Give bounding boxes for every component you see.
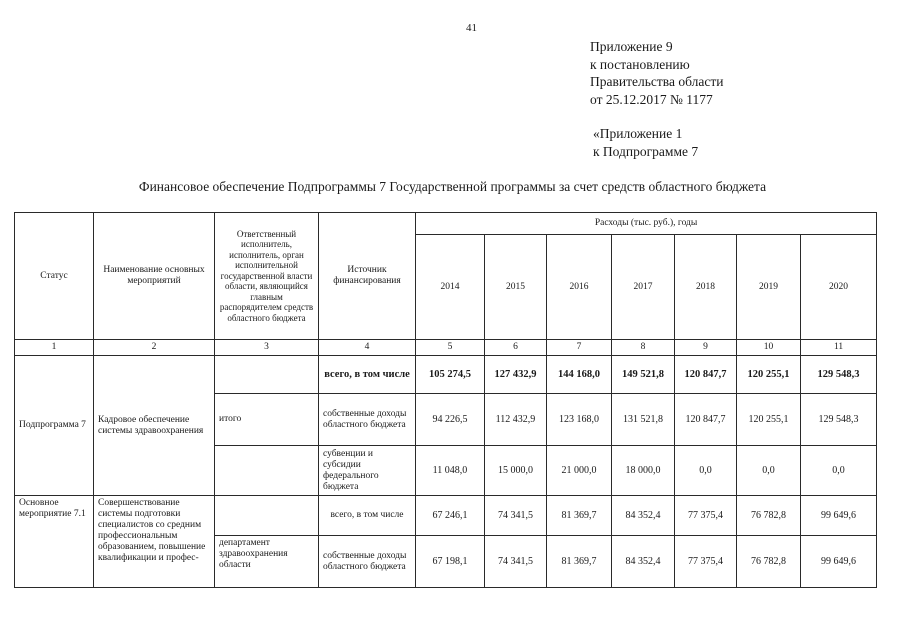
value-cell: 67 198,1 xyxy=(416,536,485,588)
header-name: Наименование основных мероприятий xyxy=(94,213,215,340)
column-number: 7 xyxy=(547,340,612,356)
value-cell: 129 548,3 xyxy=(801,356,877,394)
source-cell: собственные доходы областного бюджета xyxy=(319,394,416,446)
column-number: 1 xyxy=(15,340,94,356)
value-cell: 112 432,9 xyxy=(485,394,547,446)
value-cell: 11 048,0 xyxy=(416,446,485,496)
header-source: Источник финансирования xyxy=(319,213,416,340)
value-cell: 15 000,0 xyxy=(485,446,547,496)
value-cell: 84 352,4 xyxy=(612,496,675,536)
value-cell: 0,0 xyxy=(801,446,877,496)
source-cell: субвенции и субсидии федерального бюджета xyxy=(319,446,416,496)
column-number: 4 xyxy=(319,340,416,356)
value-cell: 76 782,8 xyxy=(737,536,801,588)
header-year: 2014 xyxy=(416,235,485,340)
value-cell: 127 432,9 xyxy=(485,356,547,394)
responsible-cell: итого xyxy=(215,394,319,446)
header-year: 2018 xyxy=(675,235,737,340)
status-cell: Подпрограмма 7 xyxy=(15,356,94,496)
value-cell: 77 375,4 xyxy=(675,536,737,588)
value-cell: 120 847,7 xyxy=(675,356,737,394)
appendix-line: Правительства области xyxy=(590,74,724,89)
value-cell: 81 369,7 xyxy=(547,496,612,536)
value-cell: 76 782,8 xyxy=(737,496,801,536)
column-number: 10 xyxy=(737,340,801,356)
value-cell: 120 847,7 xyxy=(675,394,737,446)
value-cell: 129 548,3 xyxy=(801,394,877,446)
header-expenses: Расходы (тыс. руб.), годы xyxy=(416,213,877,235)
finance-table xyxy=(14,212,877,588)
appendix-header xyxy=(590,38,723,108)
responsible-cell xyxy=(215,446,319,496)
header-year: 2019 xyxy=(737,235,801,340)
column-number: 8 xyxy=(612,340,675,356)
source-cell: всего, в том числе xyxy=(319,356,416,394)
header-year: 2015 xyxy=(485,235,547,340)
page-number: 41 xyxy=(466,22,477,34)
status-cell: Основное мероприятие 7.1 xyxy=(15,496,94,588)
value-cell: 99 649,6 xyxy=(801,496,877,536)
responsible-cell xyxy=(215,496,319,536)
value-cell: 0,0 xyxy=(675,446,737,496)
header-year: 2016 xyxy=(547,235,612,340)
value-cell: 21 000,0 xyxy=(547,446,612,496)
value-cell: 131 521,8 xyxy=(612,394,675,446)
header-year: 2020 xyxy=(801,235,877,340)
value-cell: 144 168,0 xyxy=(547,356,612,394)
column-number: 6 xyxy=(485,340,547,356)
value-cell: 67 246,1 xyxy=(416,496,485,536)
value-cell: 105 274,5 xyxy=(416,356,485,394)
appendix-line: «Приложение 1 xyxy=(593,126,683,141)
name-cell: Совершенствование системы подготовки специалистов со средним профессиональным образованием, повышение квалификации и профес- xyxy=(94,496,215,588)
table-row xyxy=(15,356,877,394)
value-cell: 99 649,6 xyxy=(801,536,877,588)
value-cell: 74 341,5 xyxy=(485,536,547,588)
column-number: 5 xyxy=(416,340,485,356)
value-cell: 74 341,5 xyxy=(485,496,547,536)
value-cell: 77 375,4 xyxy=(675,496,737,536)
document-title: Финансовое обеспечение Подпрограммы 7 Государственной программы за счет средств областного бюджета xyxy=(138,179,767,194)
source-cell: всего, в том числе xyxy=(319,496,416,536)
name-cell: Кадровое обеспечение системы здравоохранения xyxy=(94,356,215,496)
column-number-row xyxy=(15,340,877,356)
column-number: 3 xyxy=(215,340,319,356)
responsible-cell xyxy=(215,356,319,394)
value-cell: 84 352,4 xyxy=(612,536,675,588)
responsible-cell: департамент здравоохранения области xyxy=(215,536,319,588)
appendix-line: к Подпрограмме 7 xyxy=(593,143,699,159)
header-row xyxy=(15,213,877,235)
appendix-line: от 25.12.2017 № 1177 xyxy=(590,91,713,107)
header-responsible: Ответственный исполнитель, исполнитель, орган исполнительной государственной власти области, являющийся главным распорядителем средств областного бюджета xyxy=(215,213,319,340)
value-cell: 81 369,7 xyxy=(547,536,612,588)
value-cell: 120 255,1 xyxy=(737,394,801,446)
column-number: 2 xyxy=(94,340,215,356)
header-year: 2017 xyxy=(612,235,675,340)
appendix-line: к постановлению xyxy=(590,56,690,72)
value-cell: 94 226,5 xyxy=(416,394,485,446)
table-row xyxy=(15,496,877,536)
header-status: Статус xyxy=(15,213,94,340)
source-cell: собственные доходы областного бюджета xyxy=(319,536,416,588)
value-cell: 0,0 xyxy=(737,446,801,496)
value-cell: 123 168,0 xyxy=(547,394,612,446)
value-cell: 18 000,0 xyxy=(612,446,675,496)
value-cell: 149 521,8 xyxy=(612,356,675,394)
column-number: 11 xyxy=(801,340,877,356)
appendix-line: Приложение 9 xyxy=(590,39,673,54)
column-number: 9 xyxy=(675,340,737,356)
appendix-subheader xyxy=(593,125,698,160)
value-cell: 120 255,1 xyxy=(737,356,801,394)
